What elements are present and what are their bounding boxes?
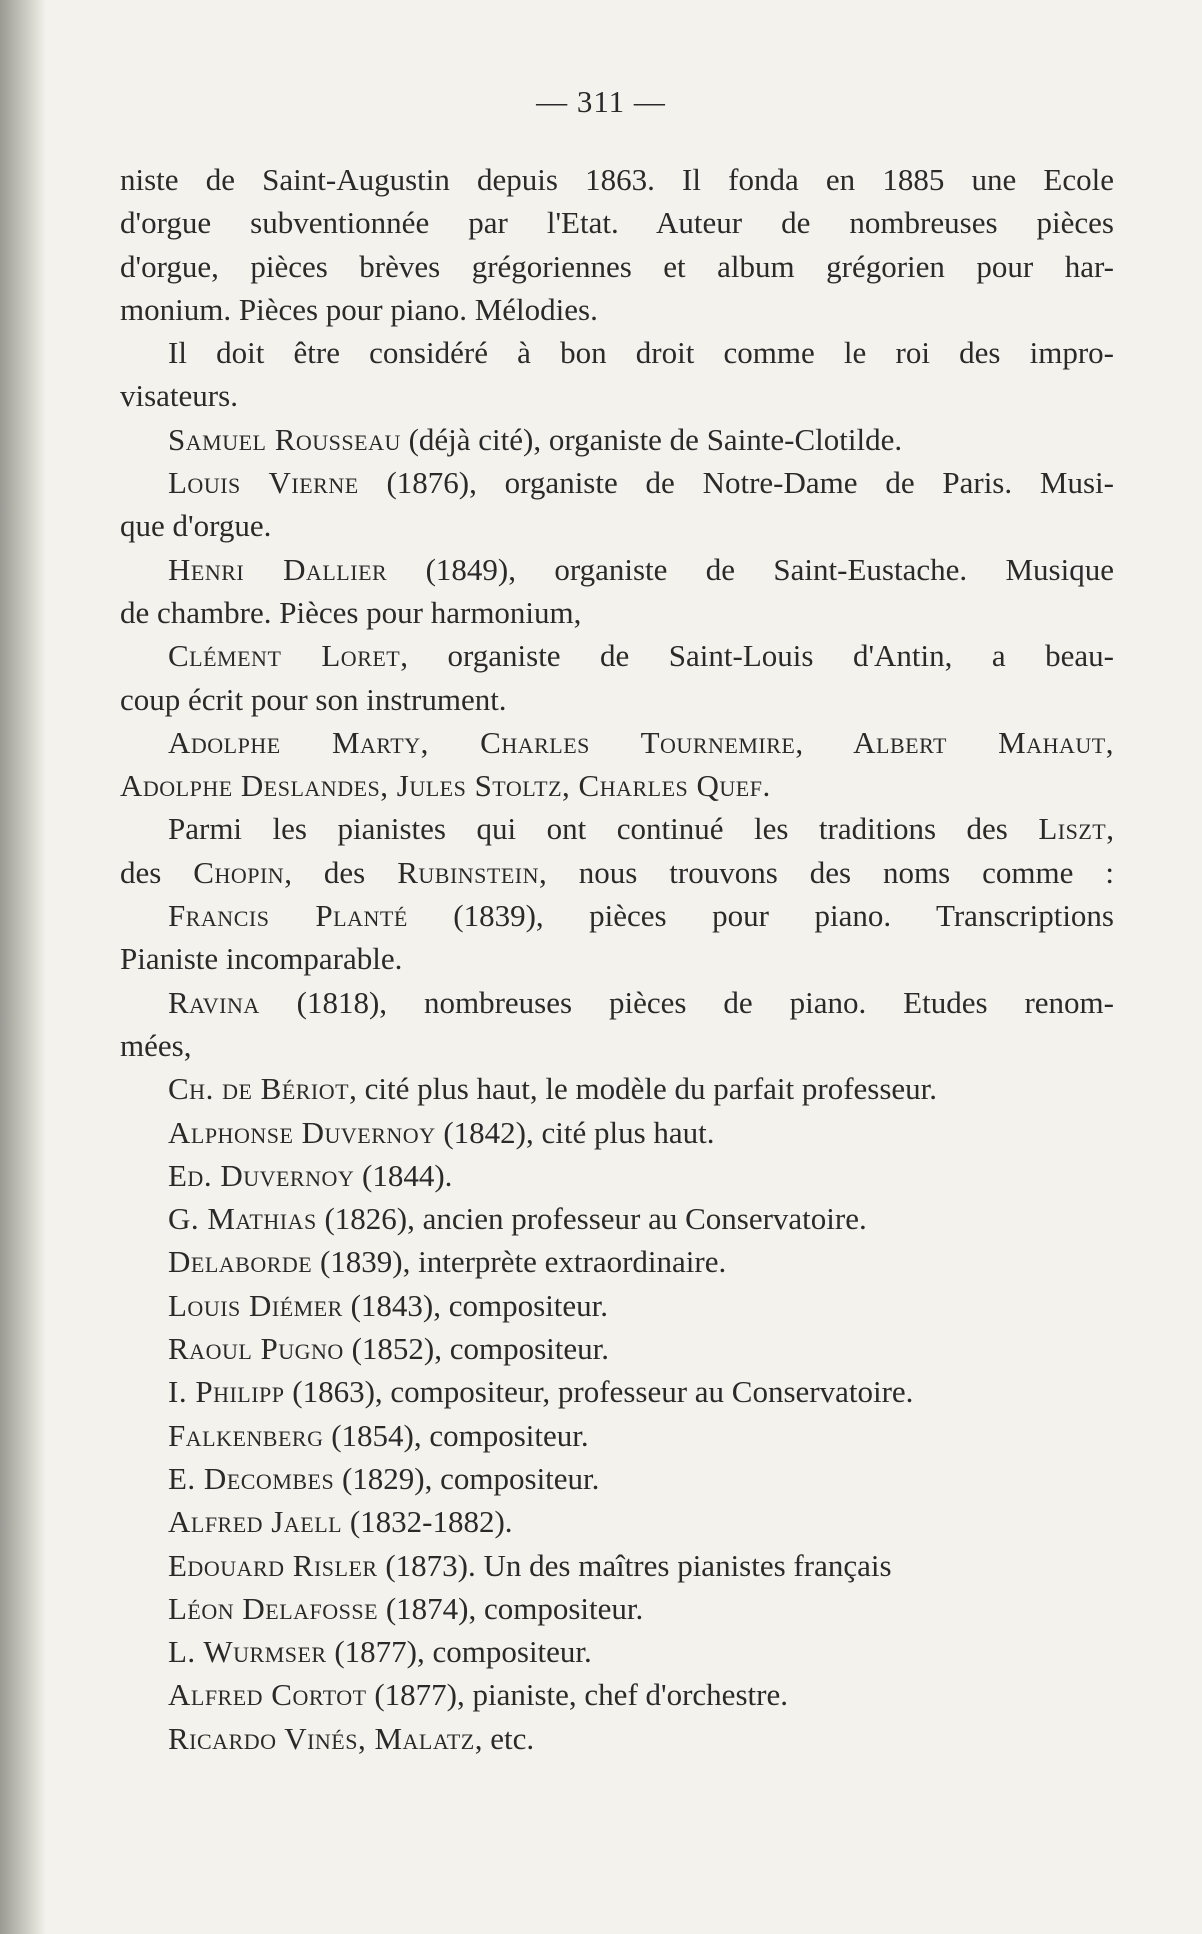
entry-text: (1854), compositeur.: [323, 1417, 589, 1453]
list-item: [120, 1284, 1114, 1327]
entry-text: (1844).: [354, 1157, 453, 1193]
entry-rousseau: [120, 418, 1114, 461]
person-name: Léon Delafosse: [168, 1590, 379, 1626]
list-item: [120, 1197, 1114, 1240]
entry-ravina: [120, 981, 1114, 1068]
person-name: Henri Dallier: [168, 551, 388, 587]
person-name: Clément Loret: [168, 638, 401, 674]
text-line: d'orgue subventionnée par l'Etat. Auteur de nombreuses pièces: [120, 205, 1114, 241]
person-name: Alfred Cortot: [168, 1677, 367, 1713]
entry-text: (1839), interprète extraordinaire.: [312, 1244, 727, 1280]
person-names: Adolphe Marty, Charles Tournemire, Albert Mahaut,: [168, 724, 1114, 760]
person-name: L. Wurmser: [168, 1634, 327, 1670]
text-line: Pianiste incomparable.: [120, 941, 403, 977]
entry-text: , cité plus haut, le modèle du parfait professeur.: [349, 1071, 938, 1107]
list-item: [120, 1154, 1114, 1197]
entry-text: (1877), pianiste, chef d'orchestre.: [366, 1677, 788, 1713]
text-line: que d'orgue.: [120, 508, 272, 544]
entry-text: (1863), compositeur, professeur au Conservatoire.: [284, 1374, 914, 1410]
entry-text: (1873). Un des maîtres pianistes français: [377, 1547, 892, 1583]
entry-text: (1832-1882).: [342, 1504, 513, 1540]
person-name: Delaborde: [168, 1244, 313, 1280]
person-name: Chopin: [193, 854, 285, 890]
text-run: des: [120, 854, 194, 890]
person-name: Ch. de Bériot: [168, 1071, 350, 1107]
list-item: [120, 1240, 1114, 1283]
entry-text: (1876), organiste de Notre-Dame de Paris. Musi-: [358, 465, 1114, 501]
pianist-list: [120, 1067, 1114, 1760]
entry-text: , etc.: [474, 1720, 535, 1756]
paragraph-pianistes: [120, 807, 1114, 894]
entry-organists: [120, 721, 1114, 808]
list-item: [120, 1544, 1114, 1587]
text-run: Parmi les pianistes qui ont continué les traditions des: [168, 811, 1039, 847]
list-item: [120, 1327, 1114, 1370]
text-run: ,: [1106, 811, 1114, 847]
entry-loret: [120, 634, 1114, 721]
list-item: [120, 1370, 1114, 1413]
person-name: G. Mathias: [168, 1201, 317, 1237]
person-names: Adolphe Deslandes, Jules Stoltz, Charles Quef.: [120, 768, 771, 804]
list-item: [120, 1673, 1114, 1716]
paragraph-improvisateurs: [120, 331, 1114, 418]
entry-dallier: [120, 548, 1114, 635]
paragraph-saint-augustin: [120, 158, 1114, 331]
text-line: niste de Saint-Augustin depuis 1863. Il fonda en 1885 une Ecole: [120, 162, 1114, 197]
text-run: , nous trouvons des noms comme :: [539, 854, 1114, 890]
person-name: Rubinstein: [397, 854, 539, 890]
list-item: [120, 1457, 1114, 1500]
person-name: Ricardo Vinés, Malatz: [168, 1720, 475, 1756]
entry-text: (1826), ancien professeur au Conservatoire.: [316, 1201, 867, 1237]
list-item: [120, 1630, 1114, 1673]
entry-text: (1849), organiste de Saint-Eustache. Musique: [387, 551, 1114, 587]
person-name: Alfred Jaell: [168, 1504, 343, 1540]
person-name: Falkenberg: [168, 1417, 324, 1453]
entry-text: (1843), compositeur.: [342, 1287, 609, 1323]
text-line: Il doit être considéré à bon droit comme le roi des impro-: [168, 335, 1114, 371]
person-name: I. Philipp: [168, 1374, 285, 1410]
text-run: , des: [284, 854, 398, 890]
person-name: Francis Planté: [168, 898, 408, 934]
person-name: Ravina: [168, 984, 260, 1020]
entry-plante: [120, 894, 1114, 981]
text-line: de chambre. Pièces pour harmonium,: [120, 594, 582, 630]
list-item: [120, 1414, 1114, 1457]
entry-text: (1877), compositeur.: [326, 1634, 592, 1670]
person-name: Alphonse Duvernoy: [168, 1114, 436, 1150]
list-item: [120, 1587, 1114, 1630]
person-name: Liszt: [1038, 811, 1107, 847]
entry-text: (1818), nombreuses pièces de piano. Etudes renom-: [259, 984, 1114, 1020]
text-line: coup écrit pour son instrument.: [120, 681, 507, 717]
page-body: [120, 158, 1114, 1760]
list-item: [120, 1500, 1114, 1543]
person-name: Louis Vierne: [168, 465, 359, 501]
person-name: E. Decombes: [168, 1460, 335, 1496]
list-item: [120, 1717, 1114, 1760]
list-item: [120, 1067, 1114, 1110]
entry-vierne: [120, 461, 1114, 548]
person-name: Edouard Risler: [168, 1547, 378, 1583]
text-line: d'orgue, pièces brèves grégoriennes et album grégorien pour har-: [120, 248, 1114, 284]
person-name: Louis Diémer: [168, 1287, 343, 1323]
entry-text: (1842), cité plus haut.: [435, 1114, 715, 1150]
entry-text: (1839), pièces pour piano. Transcriptions: [407, 898, 1114, 934]
text-line: mées,: [120, 1027, 192, 1063]
entry-text: (1829), compositeur.: [334, 1460, 600, 1496]
person-name: Raoul Pugno: [168, 1331, 344, 1367]
entry-text: , organiste de Saint-Louis d'Antin, a beau-: [400, 638, 1114, 674]
list-item: [120, 1111, 1114, 1154]
entry-text: (1852), compositeur.: [343, 1331, 610, 1367]
entry-text: (déjà cité), organiste de Sainte-Clotilde.: [400, 421, 903, 457]
text-line: monium. Pièces pour piano. Mélodies.: [120, 291, 598, 327]
text-line: visateurs.: [120, 378, 238, 414]
page-number: — 311 —: [536, 84, 666, 119]
person-name: Ed. Duvernoy: [168, 1157, 355, 1193]
person-name: Samuel Rousseau: [168, 421, 401, 457]
entry-text: (1874), compositeur.: [378, 1590, 644, 1626]
